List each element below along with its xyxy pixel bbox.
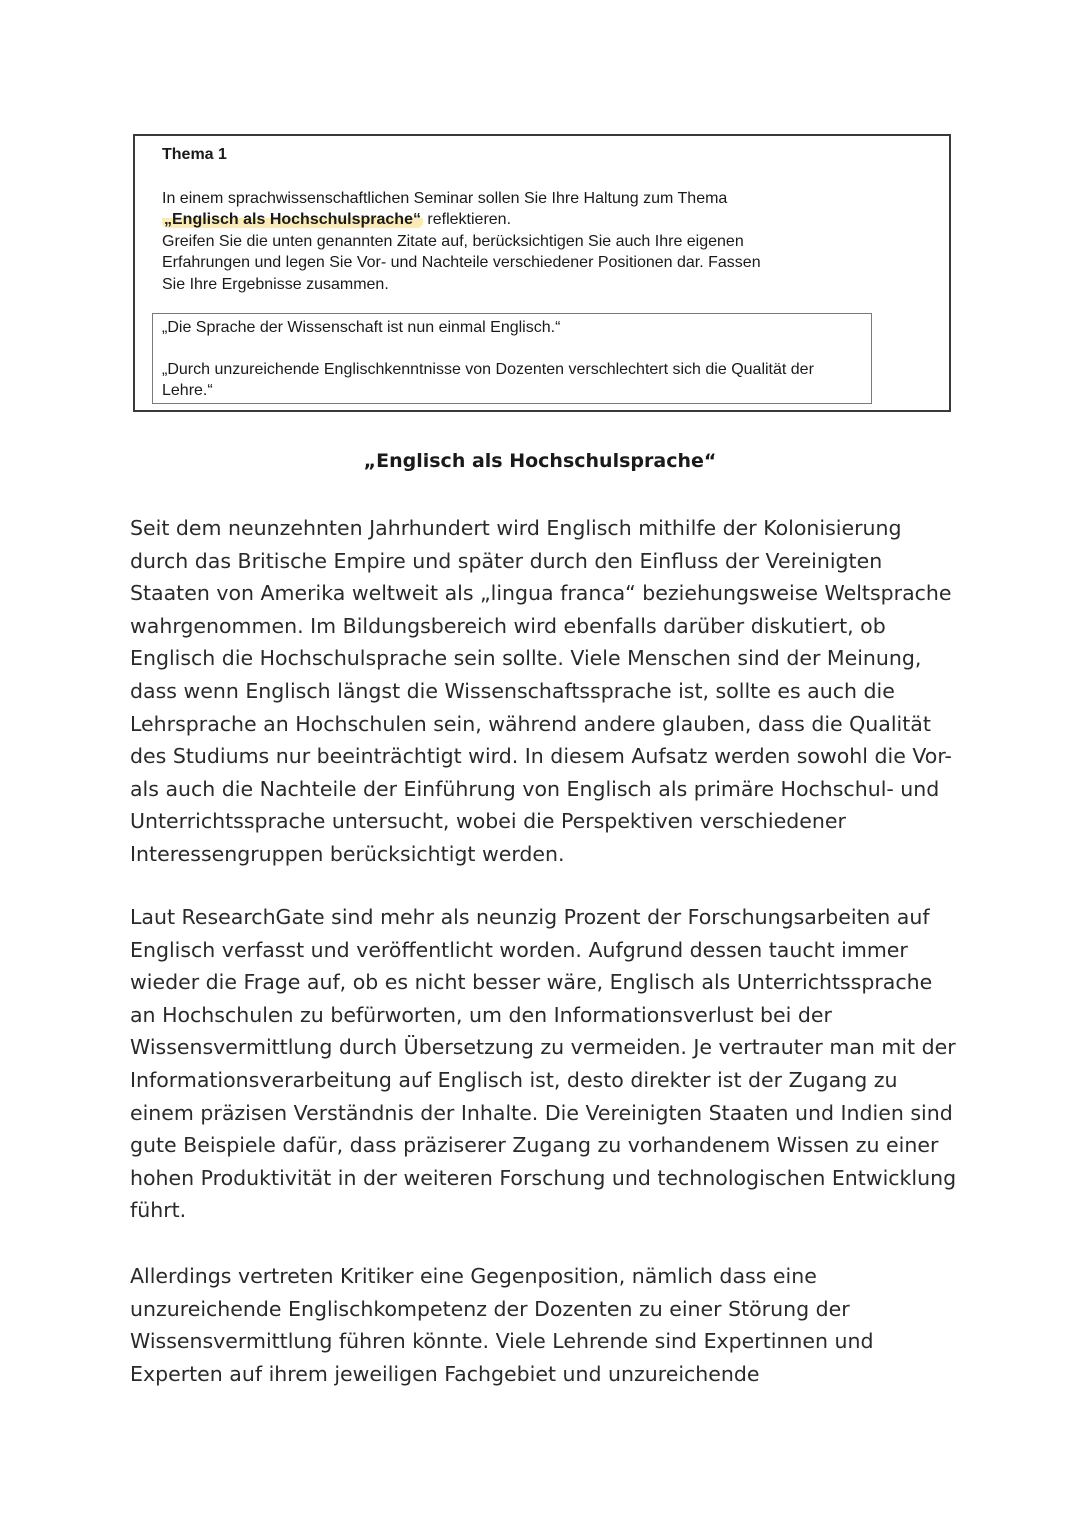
essay-paragraph-1: Seit dem neunzehnten Jahrhundert wird Englisch mithilfe der Kolonisierung durch das Britische Empire und später durch den Einfluss der Vereinigten Staaten von Amerika weltweit als „lingua franca“ beziehungsweise Weltsprache wahrgenommen. Im Bildungsbereich wird ebenfalls darüber diskutiert, ob Englisch die Hochschulsprache sein sollte. Viele Menschen sind der Meinung, dass wenn Englisch längst die Wissenschaftssprache ist, sollte es auch die Lehrsprache an Hochschulen sein, während andere glauben, dass die Qualität des Studiums nur beeinträchtigt wird. In diesem Aufsatz werden sowohl die Vor- als auch die Nachteile der Einführung von Englisch als primäre Hochschul- und Unterrichtssprache untersucht, wobei die Perspektiven verschiedener Interessengruppen berücksichtigt werden. [130, 516, 952, 866]
task-instruction-line3: Sie Ihre Ergebnisse zusammen. [162, 275, 389, 293]
task-intro-line1: In einem sprachwissenschaftlichen Seminar sollen Sie Ihre Haltung zum Thema [162, 190, 728, 207]
task-box [133, 134, 951, 412]
quote-box [152, 313, 872, 404]
task-instruction-line1: Greifen Sie die unten genannten Zitate auf, berücksichtigen Sie auch Ihre eigenen [162, 232, 744, 250]
essay-paragraph-2: Laut ResearchGate sind mehr als neunzig Prozent der Forschungsarbeiten auf Englisch verfasst und veröffentlicht worden. Aufgrund dessen taucht immer wieder die Frage auf, ob es nicht besser wäre, Englisch als Unterrichtssprache an Hochschulen zu befürworten, um den Informationsverlust bei der Wissensvermittlung durch Übersetzung zu vermeiden. Je vertrauter man mit der Informationsverarbeitung auf Englisch ist, desto direkter ist der Zugang zu einem präzisen Verständnis der Inhalte. Die Vereinigten Staaten und Indien sind gute Beispiele dafür, dass präziserer Zugang zu vorhandenem Wissen zu einer hohen Produktivität in der weiteren Forschung und technologischen Entwicklung führt. [130, 905, 957, 1223]
quote-2: „Durch unzureichende Englischkenntnisse von Dozenten verschlechtert sich die Qualität der Lehre.“ [162, 361, 814, 399]
essay-paragraph-3: Allerdings vertreten Kritiker eine Gegenposition, nämlich dass eine unzureichende Englischkompetenz der Dozenten zu einer Störung der Wissensvermittlung führen könnte. Viele Lehrende sind Expertinnen und Experten auf ihrem jeweiligen Fachgebiet und unzureichende [130, 1264, 874, 1386]
task-description [162, 188, 902, 295]
task-title: Thema 1 [162, 146, 227, 163]
task-intro-line2-rest: reflektieren. [422, 211, 512, 229]
essay-title: „Englisch als Hochschulsprache“ [363, 450, 717, 472]
quote-1: „Die Sprache der Wissenschaft ist nun einmal Englisch.“ [162, 319, 561, 336]
task-topic-highlight: „Englisch als Hochschulsprache“ [164, 211, 421, 229]
task-instruction-line2: Erfahrungen und legen Sie Vor- und Nachteile verschiedener Positionen dar. Fassen [162, 254, 761, 272]
